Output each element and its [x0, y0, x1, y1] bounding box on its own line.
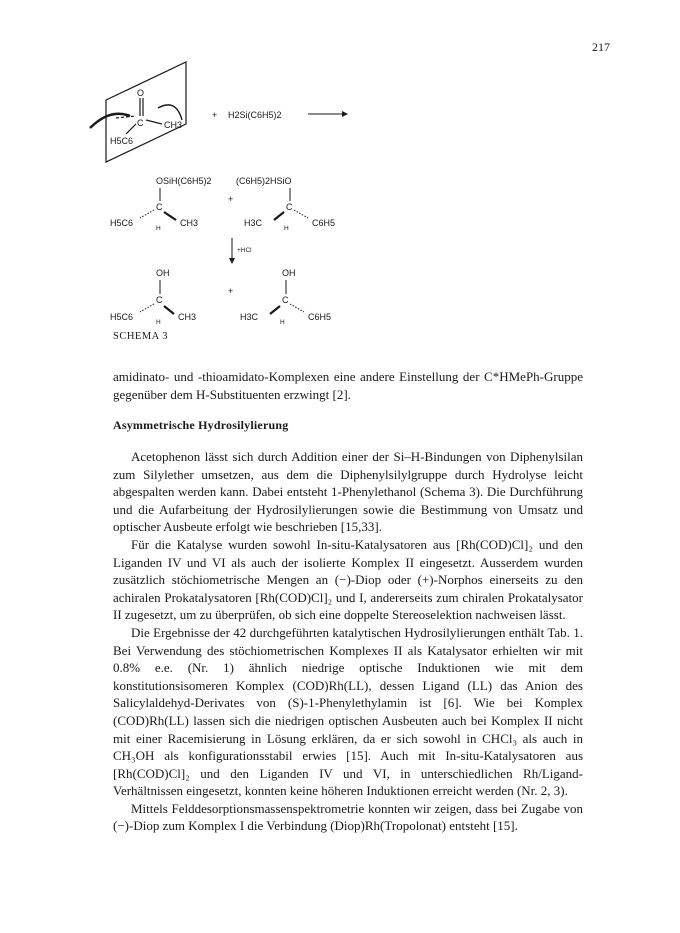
- silyl-ether-left-sub-right: CH3: [180, 218, 199, 228]
- paragraph-3: Für die Katalyse wurden sowohl In-situ-Katalysatoren aus [Rh(COD)Cl]₂ und den Liganden IV und VI als auch der isolierte Komplex II eingesetzt. Ausserdem wurden zusätzlich stöchiometrische Mengen an (−)-Diop oder (+)-Norphos einerseits zu den achiralen Prokatalysatoren [Rh(COD)Cl]₂ und I, andererseits zum chiralen Prokatalysator II zugesetzt, um zu überprüfen, ob sich eine doppelte Stereoselektion nachweisen lässt.: [113, 536, 583, 623]
- wedge-right-1: [294, 210, 308, 218]
- plus-1: +: [212, 110, 218, 120]
- paragraph-5: Mittels Felddesorptionsmassenspektrometrie konnten wir zeigen, dass bei Zugabe von (−)-Diop zum Komplex I die Verbindung (Diop)Rh(Tropolonat) entsteht [15].: [113, 800, 583, 834]
- alcohol-left-oh: OH: [156, 268, 170, 278]
- silyl-ether-right-h: H: [284, 225, 289, 232]
- wedge-left-2: [164, 212, 176, 220]
- reaction-scheme: [80, 58, 400, 328]
- silyl-ether-right-c: C: [286, 202, 293, 212]
- ketone-h5c6: H5C6: [110, 136, 134, 146]
- paragraph-1: amidinato- und -thioamidato-Komplexen eine andere Einstellung der C*HMePh-Gruppe gegenüber dem H-Substituenten erzwingt [2].: [113, 369, 583, 402]
- alcohol-left-h: H: [156, 319, 161, 326]
- plus-3: +: [228, 286, 234, 296]
- silyl-ether-right-sub-left: H3C: [244, 218, 263, 228]
- silyl-ether-right-sub-right: C6H5: [312, 218, 336, 228]
- wedge-right-2: [274, 212, 284, 220]
- alcohol-wedge-left-1: [140, 304, 154, 312]
- silane-reagent: H2Si(C6H5)2: [228, 110, 282, 120]
- ketone-c: C: [137, 118, 144, 128]
- alcohol-right-sub-right: C6H5: [308, 312, 332, 322]
- reaction-arrow-2-head: [229, 258, 235, 264]
- arrow-label-hcl: +HCl: [237, 247, 252, 254]
- alcohol-right-h: H: [280, 319, 285, 326]
- silyl-ether-left-top: OSiH(C6H5)2: [156, 176, 212, 186]
- silyl-ether-left-h: H: [156, 225, 161, 232]
- alcohol-wedge-right-2: [270, 306, 280, 314]
- alcohol-wedge-right-1: [290, 304, 304, 312]
- alcohol-wedge-left-2: [164, 306, 174, 314]
- alcohol-right-oh: OH: [282, 268, 296, 278]
- paragraph-continuation: [113, 368, 583, 403]
- section-body: [113, 448, 583, 835]
- silyl-ether-left-sub-left: H5C6: [110, 218, 134, 228]
- scheme-caption: SCHEMA 3: [113, 331, 169, 342]
- silyl-ether-right-top: (C6H5)2HSiO: [236, 176, 292, 186]
- plus-2: +: [228, 194, 234, 204]
- paragraph-4: Die Ergebnisse der 42 durchgeführten katalytischen Hydrosilylierungen enthält Tab. 1. Bei Verwendung des stöchiometrischen Komplexes II als Katalysator erhielten wir mit 0.8% e.e. (Nr. 1) ähnlich niedrige optische Induktionen wie mit dem konstitutionsisomeren Komplex (COD)Rh(LL), dessen Ligand (LL) das Anion des Salicylaldehyd-Derivates von (S)-1-Phenylethylamin ist [6]. Wie bei Komplex (COD)Rh(LL) lassen sich die niedrigen optischen Ausbeuten auch bei Komplex II nicht mit einer Racemisierung in Lösung erklären, da er sich sowohl in CHCl₃ als auch in CH₃OH als konfigurationsstabil erwies [15]. Auch mit In-situ-Katalysatoren aus [Rh(COD)Cl]₂ und den Liganden IV und VI, in unterschiedlichen Rh/Ligand-Verhältnissen eingesetzt, konnten keine höheren Induktionen erreicht werden (Nr. 2, 3).: [113, 624, 583, 799]
- scheme-drawing: [80, 58, 400, 328]
- alcohol-right-sub-left: H3C: [240, 312, 259, 322]
- page-number: 217: [592, 40, 610, 54]
- section-heading: Asymmetrische Hydrosilylierung: [113, 418, 289, 432]
- alcohol-left-c: C: [156, 295, 163, 305]
- alcohol-left-sub-right: CH3: [178, 312, 197, 322]
- reaction-arrow-1-head: [342, 111, 348, 117]
- ketone-o: O: [137, 88, 145, 98]
- alcohol-right-c: C: [282, 295, 289, 305]
- alcohol-left-sub-left: H5C6: [110, 312, 134, 322]
- silyl-ether-left-c: C: [156, 202, 163, 212]
- ketone-plane: [90, 62, 186, 162]
- ketone-ch3: CH3: [164, 120, 183, 130]
- paragraph-2: Acetophenon lässt sich durch Addition einer der Si–H-Bindungen von Diphenylsilan zum Silylether umsetzen, aus dem die Diphenylsilylgruppe durch Hydrolyse leicht abgespalten werden kann. Dabei entsteht 1-Phenylethanol (Schema 3). Die Durchführung und die Aufarbeitung der Hydrosilylierungen sowie die Bestimmung von Umsatz und optischer Ausbeute erfolgt wie beschrieben [15,33].: [113, 449, 583, 535]
- wedge-left-1: [140, 210, 154, 218]
